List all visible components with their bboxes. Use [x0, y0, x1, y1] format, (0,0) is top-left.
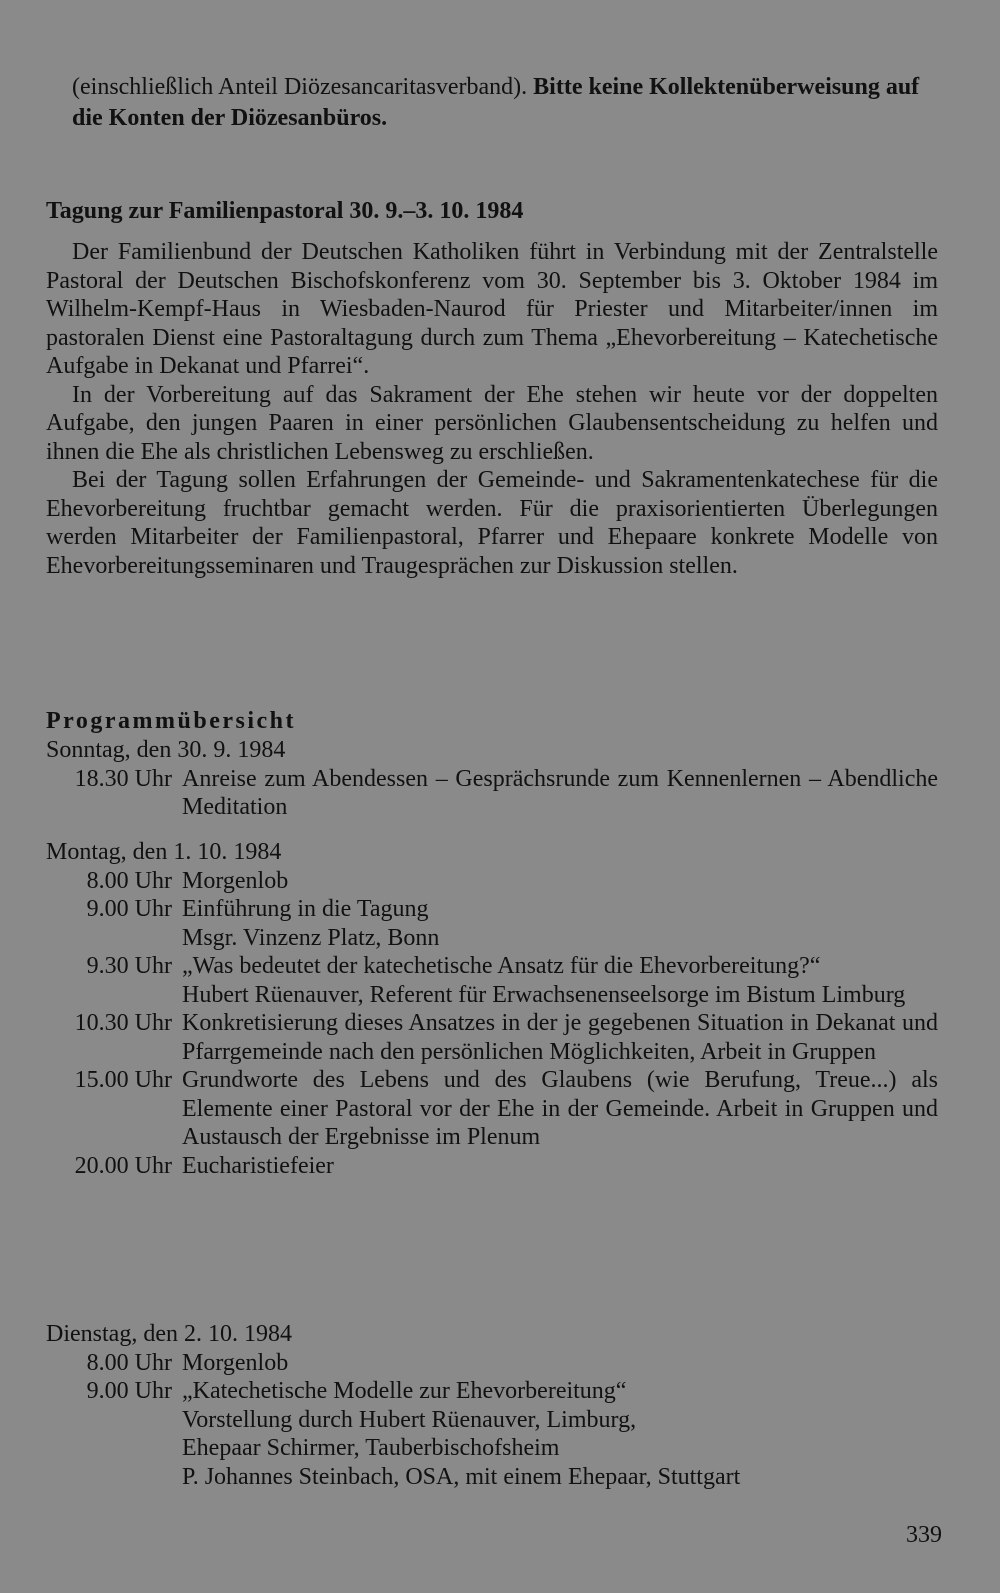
schedule-row — [46, 1009, 938, 1066]
schedule-time: 8.00 Uhr — [86, 867, 172, 894]
schedule-line: Einführung in die Tagung — [182, 896, 429, 922]
schedule-row — [46, 765, 938, 822]
schedule-line: Morgenlob — [182, 867, 289, 894]
schedule-row — [46, 1066, 938, 1152]
section-title: Tagung zur Familienpastoral 30. 9.–3. 10. 1984 — [46, 198, 524, 224]
schedule-desc — [172, 895, 938, 952]
schedule-line: Morgenlob — [182, 1349, 289, 1376]
schedule-row — [46, 952, 938, 1009]
schedule-desc — [172, 867, 938, 896]
schedule-desc — [172, 765, 938, 822]
schedule-line: Anreise zum Abendessen – Gesprächsrunde zum Kennenlernen – Abendliche Meditation — [182, 765, 938, 820]
schedule-row — [46, 895, 938, 952]
schedule-desc — [172, 1152, 938, 1181]
schedule-time: 9.00 Uhr — [86, 896, 172, 922]
schedule-line: Msgr. Vinzenz Platz, Bonn — [182, 924, 440, 951]
program-day-monday — [46, 838, 938, 1180]
schedule-row — [46, 867, 938, 896]
schedule-time: 8.00 Uhr — [86, 1349, 172, 1376]
day-title: Montag, den 1. 10. 1984 — [46, 839, 282, 865]
schedule-row — [46, 1152, 938, 1181]
schedule-time: 9.00 Uhr — [86, 1378, 172, 1404]
schedule-time: 15.00 Uhr — [74, 1067, 172, 1093]
schedule-desc — [172, 1066, 938, 1152]
schedule-row — [46, 1349, 938, 1378]
schedule-line: Konkretisierung dieses Ansatzes in der je gegebenen Situation in Dekanat und Pfarrgemeinde nach den persönlichen Möglichkeiten, Arbeit in Gruppen — [182, 1010, 938, 1065]
schedule-desc — [172, 952, 938, 1009]
paragraph-2: In der Vorbereitung auf das Sakrament der Ehe stehen wir heute vor der doppelten Aufgabe, den jungen Paaren in einer persönlichen Glaubensentscheidung zu helfen und ihnen die Ehe als christlichen Lebensweg zu erschließen. — [46, 381, 938, 465]
schedule-time: 10.30 Uhr — [74, 1010, 172, 1036]
schedule-row — [46, 1377, 938, 1491]
schedule-desc — [172, 1009, 938, 1066]
schedule-desc — [172, 1377, 938, 1491]
page-number: 339 — [906, 1522, 942, 1548]
section-body — [46, 238, 938, 580]
schedule-line: Grundworte des Lebens und des Glaubens (wie Berufung, Treue...) als Elemente einer Pastoral vor der Ehe in der Gemeinde. Arbeit in Gruppen und Austausch der Ergebnisse im Plenum — [182, 1067, 938, 1150]
paragraph-3: Bei der Tagung sollen Erfahrungen der Gemeinde- und Sakramentenkatechese für die Ehevorbereitung fruchtbar gemacht werden. Für die praxisorientierten Überlegungen werden Mitarbeiter der Familienpastoral, Pfarrer und Ehepaare konkrete Modelle von Ehevorbereitungsseminaren und Traugesprächen zur Diskussion stellen. — [46, 467, 938, 579]
day-title: Sonntag, den 30. 9. 1984 — [46, 737, 286, 763]
schedule-line: „Was bedeutet der katechetische Ansatz für die Ehevorbereitung?“ — [182, 953, 821, 979]
schedule-desc — [172, 1349, 938, 1378]
schedule-line: Vorstellung durch Hubert Rüenauver, Limburg, — [182, 1406, 637, 1433]
schedule-time: 18.30 Uhr — [74, 765, 172, 792]
schedule-line: P. Johannes Steinbach, OSA, mit einem Ehepaar, Stuttgart — [182, 1463, 741, 1490]
day-title: Dienstag, den 2. 10. 1984 — [46, 1321, 292, 1347]
intro-bold-text: Bitte keine Kollektenüberweisung auf die Konten der Diözesanbüros. — [72, 74, 920, 131]
schedule-time: 9.30 Uhr — [86, 953, 172, 979]
schedule-line: „Katechetische Modelle zur Ehevorbereitung“ — [182, 1378, 627, 1404]
program-day-sunday — [46, 736, 938, 822]
schedule-line: Hubert Rüenauver, Referent für Erwachsenenseelsorge im Bistum Limburg — [182, 981, 906, 1008]
schedule-line: Ehepaar Schirmer, Tauberbischofsheim — [182, 1435, 560, 1461]
intro-paragraph — [72, 72, 940, 134]
intro-regular-text: (einschließlich Anteil Diözesancaritasverband). — [72, 74, 534, 100]
program-heading: Programmübersicht — [46, 708, 297, 734]
schedule-line: Eucharistiefeier — [182, 1152, 334, 1179]
paragraph-1: Der Familienbund der Deutschen Katholiken führt in Verbindung mit der Zentralstelle Pastoral der Deutschen Bischofskonferenz vom 30. September bis 3. Oktober 1984 im Wilhelm-Kempf-Haus in Wiesbaden-Naurod für Priester und Mitarbeiter/innen im pastoralen Dienst eine Pastoraltagung durch zum Thema „Ehevorbereitung – Katechetische Aufgabe in Dekanat und Pfarrei“. — [46, 239, 938, 379]
program-day-tuesday — [46, 1320, 938, 1491]
schedule-time: 20.00 Uhr — [74, 1152, 172, 1179]
